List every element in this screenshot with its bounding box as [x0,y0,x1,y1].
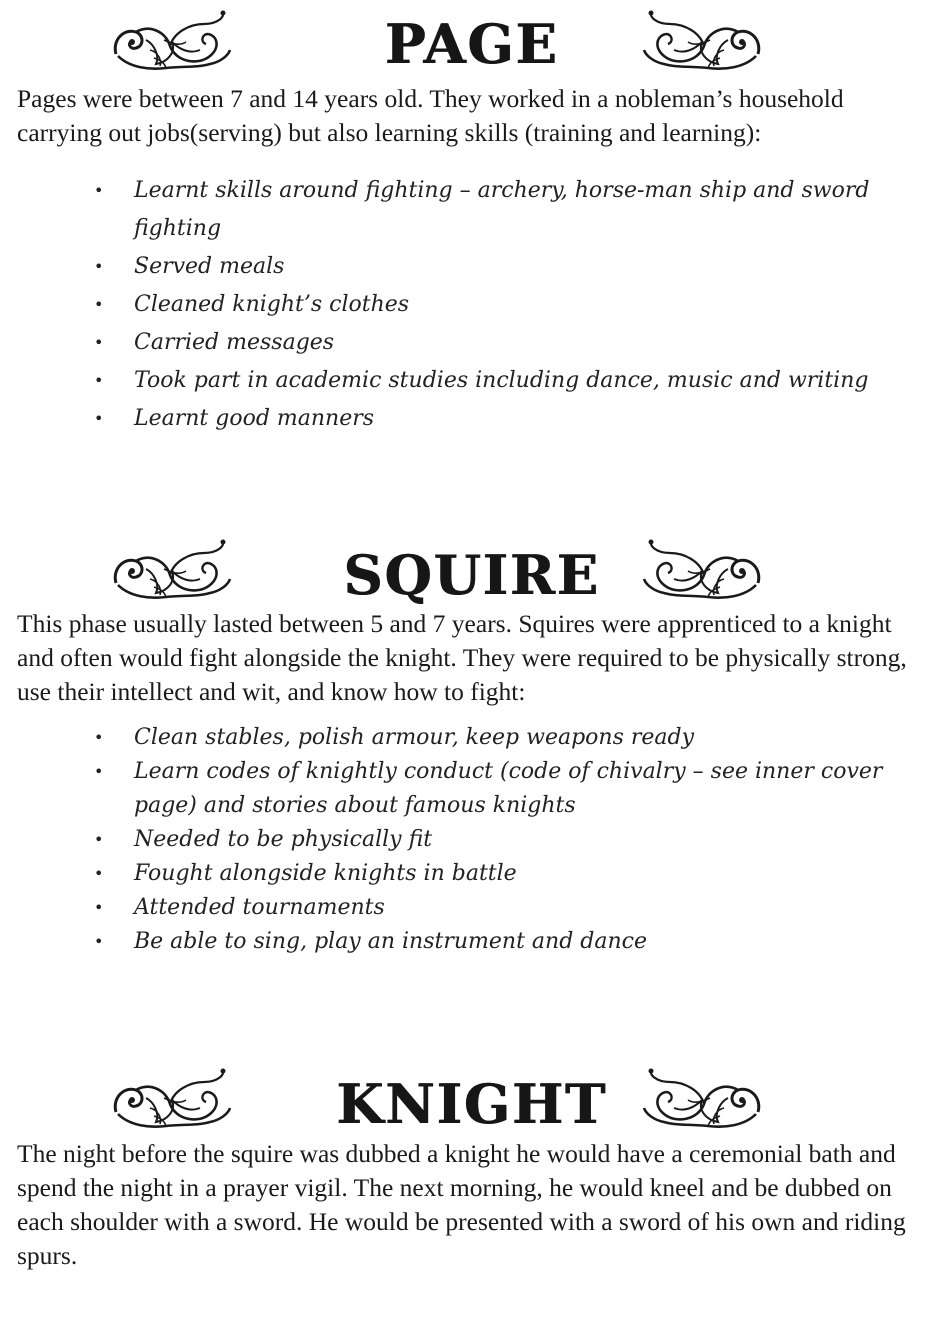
list-item: • Cleaned knight’s clothes [90,286,890,324]
squire-heading-row [0,537,943,607]
list-item: • Served meals [90,248,890,286]
knight-heading-row [0,1066,943,1136]
page-duties-list [90,172,890,438]
page-heading-row [0,8,943,78]
squire-intro-paragraph: This phase usually lasted between 5 and 7 years. Squires were apprenticed to a knight and often would fight alongside the knight. They were required to be physically strong, use their intellect and wit, and know how to fight: [17,609,907,706]
list-item: • Needed to be physically fit [90,823,890,857]
page-intro-paragraph: Pages were between 7 and 14 years old. They worked in a nobleman’s household carrying out jobs(serving) but also learning skills (training and learning): [17,84,844,147]
list-item: • Learn codes of knightly conduct (code of chivalry – see inner cover page) and stories about famous knights [90,755,890,823]
section-title-page: PAGE [384,12,559,76]
list-item: • Fought alongside knights in battle [90,857,890,891]
section-title-knight: KNIGHT [336,1072,607,1136]
squire-duties-list [90,721,890,959]
list-item: • Carried messages [90,324,890,362]
list-item: • Learnt good manners [90,400,890,438]
flourish-scroll-icon [636,539,764,603]
knight-intro-paragraph: The night before the squire was dubbed a knight he would have a ceremonial bath and spend the night in a prayer vigil. The next morning, he would kneel and be dubbed on each shoulder with a sword. He would be presented with a sword of his own and riding spurs. [17,1139,906,1270]
list-item: • Be able to sing, play an instrument and dance [90,925,890,959]
list-item: • Attended tournaments [90,891,890,925]
section-title-squire: SQUIRE [343,543,600,607]
flourish-scroll-icon [636,10,764,74]
list-item: • Learnt skills around fighting – archery, horse-man ship and sword fighting [90,172,890,248]
flourish-scroll-icon [636,1068,764,1132]
list-item: • Clean stables, polish armour, keep weapons ready [90,721,890,755]
list-item: • Took part in academic studies including dance, music and writing [90,362,890,400]
